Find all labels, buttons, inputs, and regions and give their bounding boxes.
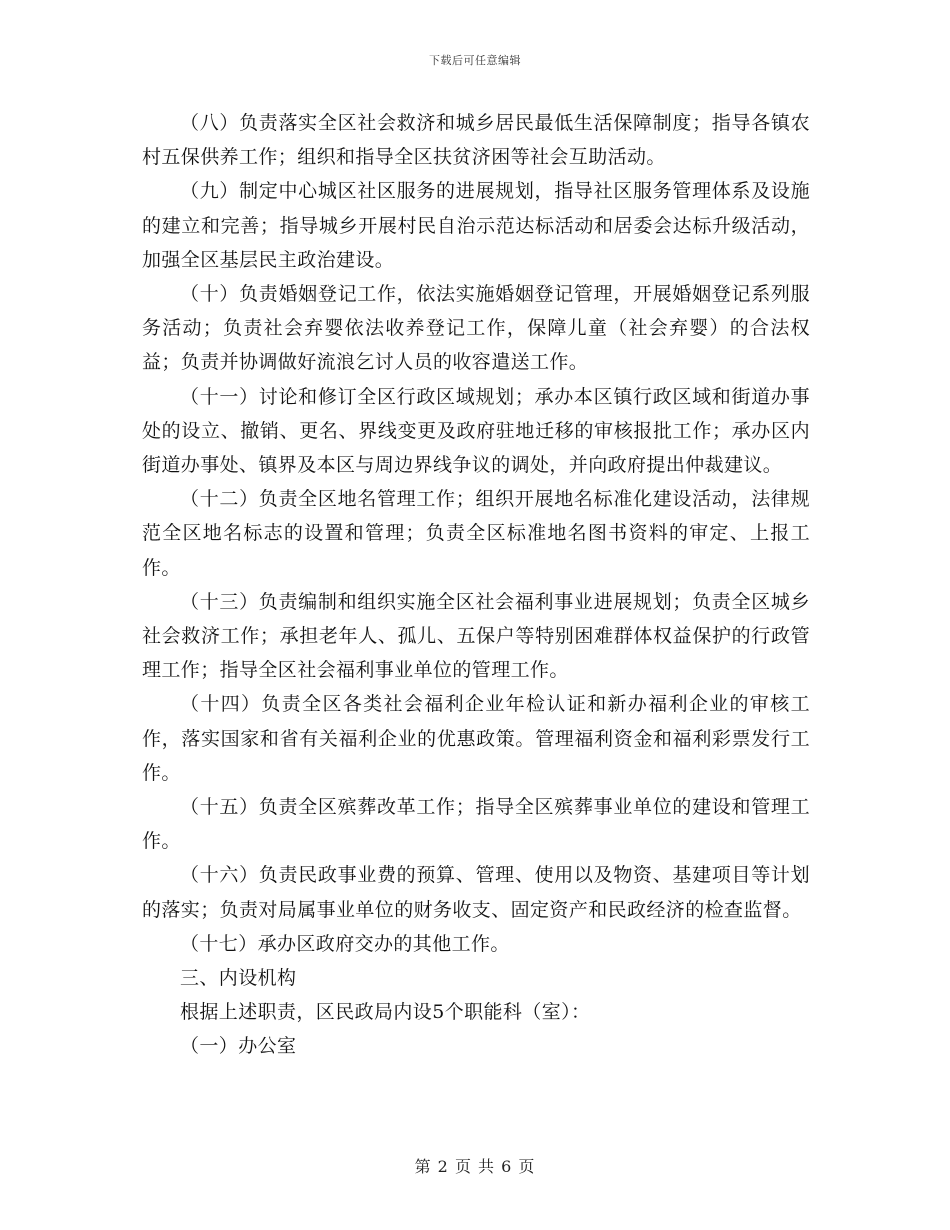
sub-item-office: （一）办公室 (180, 1035, 297, 1058)
page-number: 第 2 页 共 6 页 (414, 1157, 536, 1176)
paragraph-item-14: （十四）负责全区各类社会福利企业年检认证和新办福利企业的审核工作，落实国家和省有关福利企业的优惠政策。管理福利资金和福利彩票发行工作。 (142, 693, 810, 784)
paragraph-item-8: （八）负责落实全区社会救济和城乡居民最低生活保障制度；指导各镇农村五保供养工作；组织和指导全区扶贫济困等社会互助活动。 (142, 112, 810, 169)
paragraph-item-13: （十三）负责编制和组织实施全区社会福利事业进展规划；负责全区城乡社会救济工作；承担老年人、孤儿、五保户等特别困难群体权益保护的行政管理工作；指导全区社会福利事业单位的管理工作。 (142, 590, 810, 682)
header-note: 下载后可任意编辑 (429, 54, 521, 67)
body-text (142, 106, 810, 1064)
section-heading: 三、内设机构 (180, 967, 297, 990)
paragraph-item-17: （十七）承办区政府交办的其他工作。 (180, 932, 510, 955)
section-intro: 根据上述职责，区民政局内设5个职能科（室）： (180, 1001, 591, 1024)
paragraph-item-12: （十二）负责全区地名管理工作；组织开展地名标准化建设活动，法律规范全区地名标志的设置和管理；负责全区标准地名图书资料的审定、上报工作。 (142, 488, 810, 579)
paragraph-item-10: （十）负责婚姻登记工作，依法实施婚姻登记管理，开展婚姻登记系列服务活动；负责社会弃婴依法收养登记工作，保障儿童（社会弃婴）的合法权益；负责并协调做好流浪乞讨人员的收容遣送工作。 (142, 283, 810, 374)
paragraph-item-11: （十一）讨论和修订全区行政区域规划；承办本区镇行政区域和街道办事处的设立、撤销、更名、界线变更及政府驻地迁移的审核报批工作；承办区内街道办事处、镇界及本区与周边界线争议的调处，并向政府提出仲裁建议。 (142, 385, 810, 477)
paragraph-item-16: （十六）负责民政事业费的预算、管理、使用以及物资、基建项目等计划的落实；负责对局属事业单位的财务收支、固定资产和民政经济的检查监督。 (142, 864, 810, 921)
paragraph-item-15: （十五）负责全区殡葬改革工作；指导全区殡葬事业单位的建设和管理工作。 (142, 796, 810, 853)
paragraph-item-9: （九）制定中心城区社区服务的进展规划，指导社区服务管理体系及设施的建立和完善；指导城乡开展村民自治示范达标活动和居委会达标升级活动，加强全区基层民主政治建设。 (142, 180, 810, 271)
